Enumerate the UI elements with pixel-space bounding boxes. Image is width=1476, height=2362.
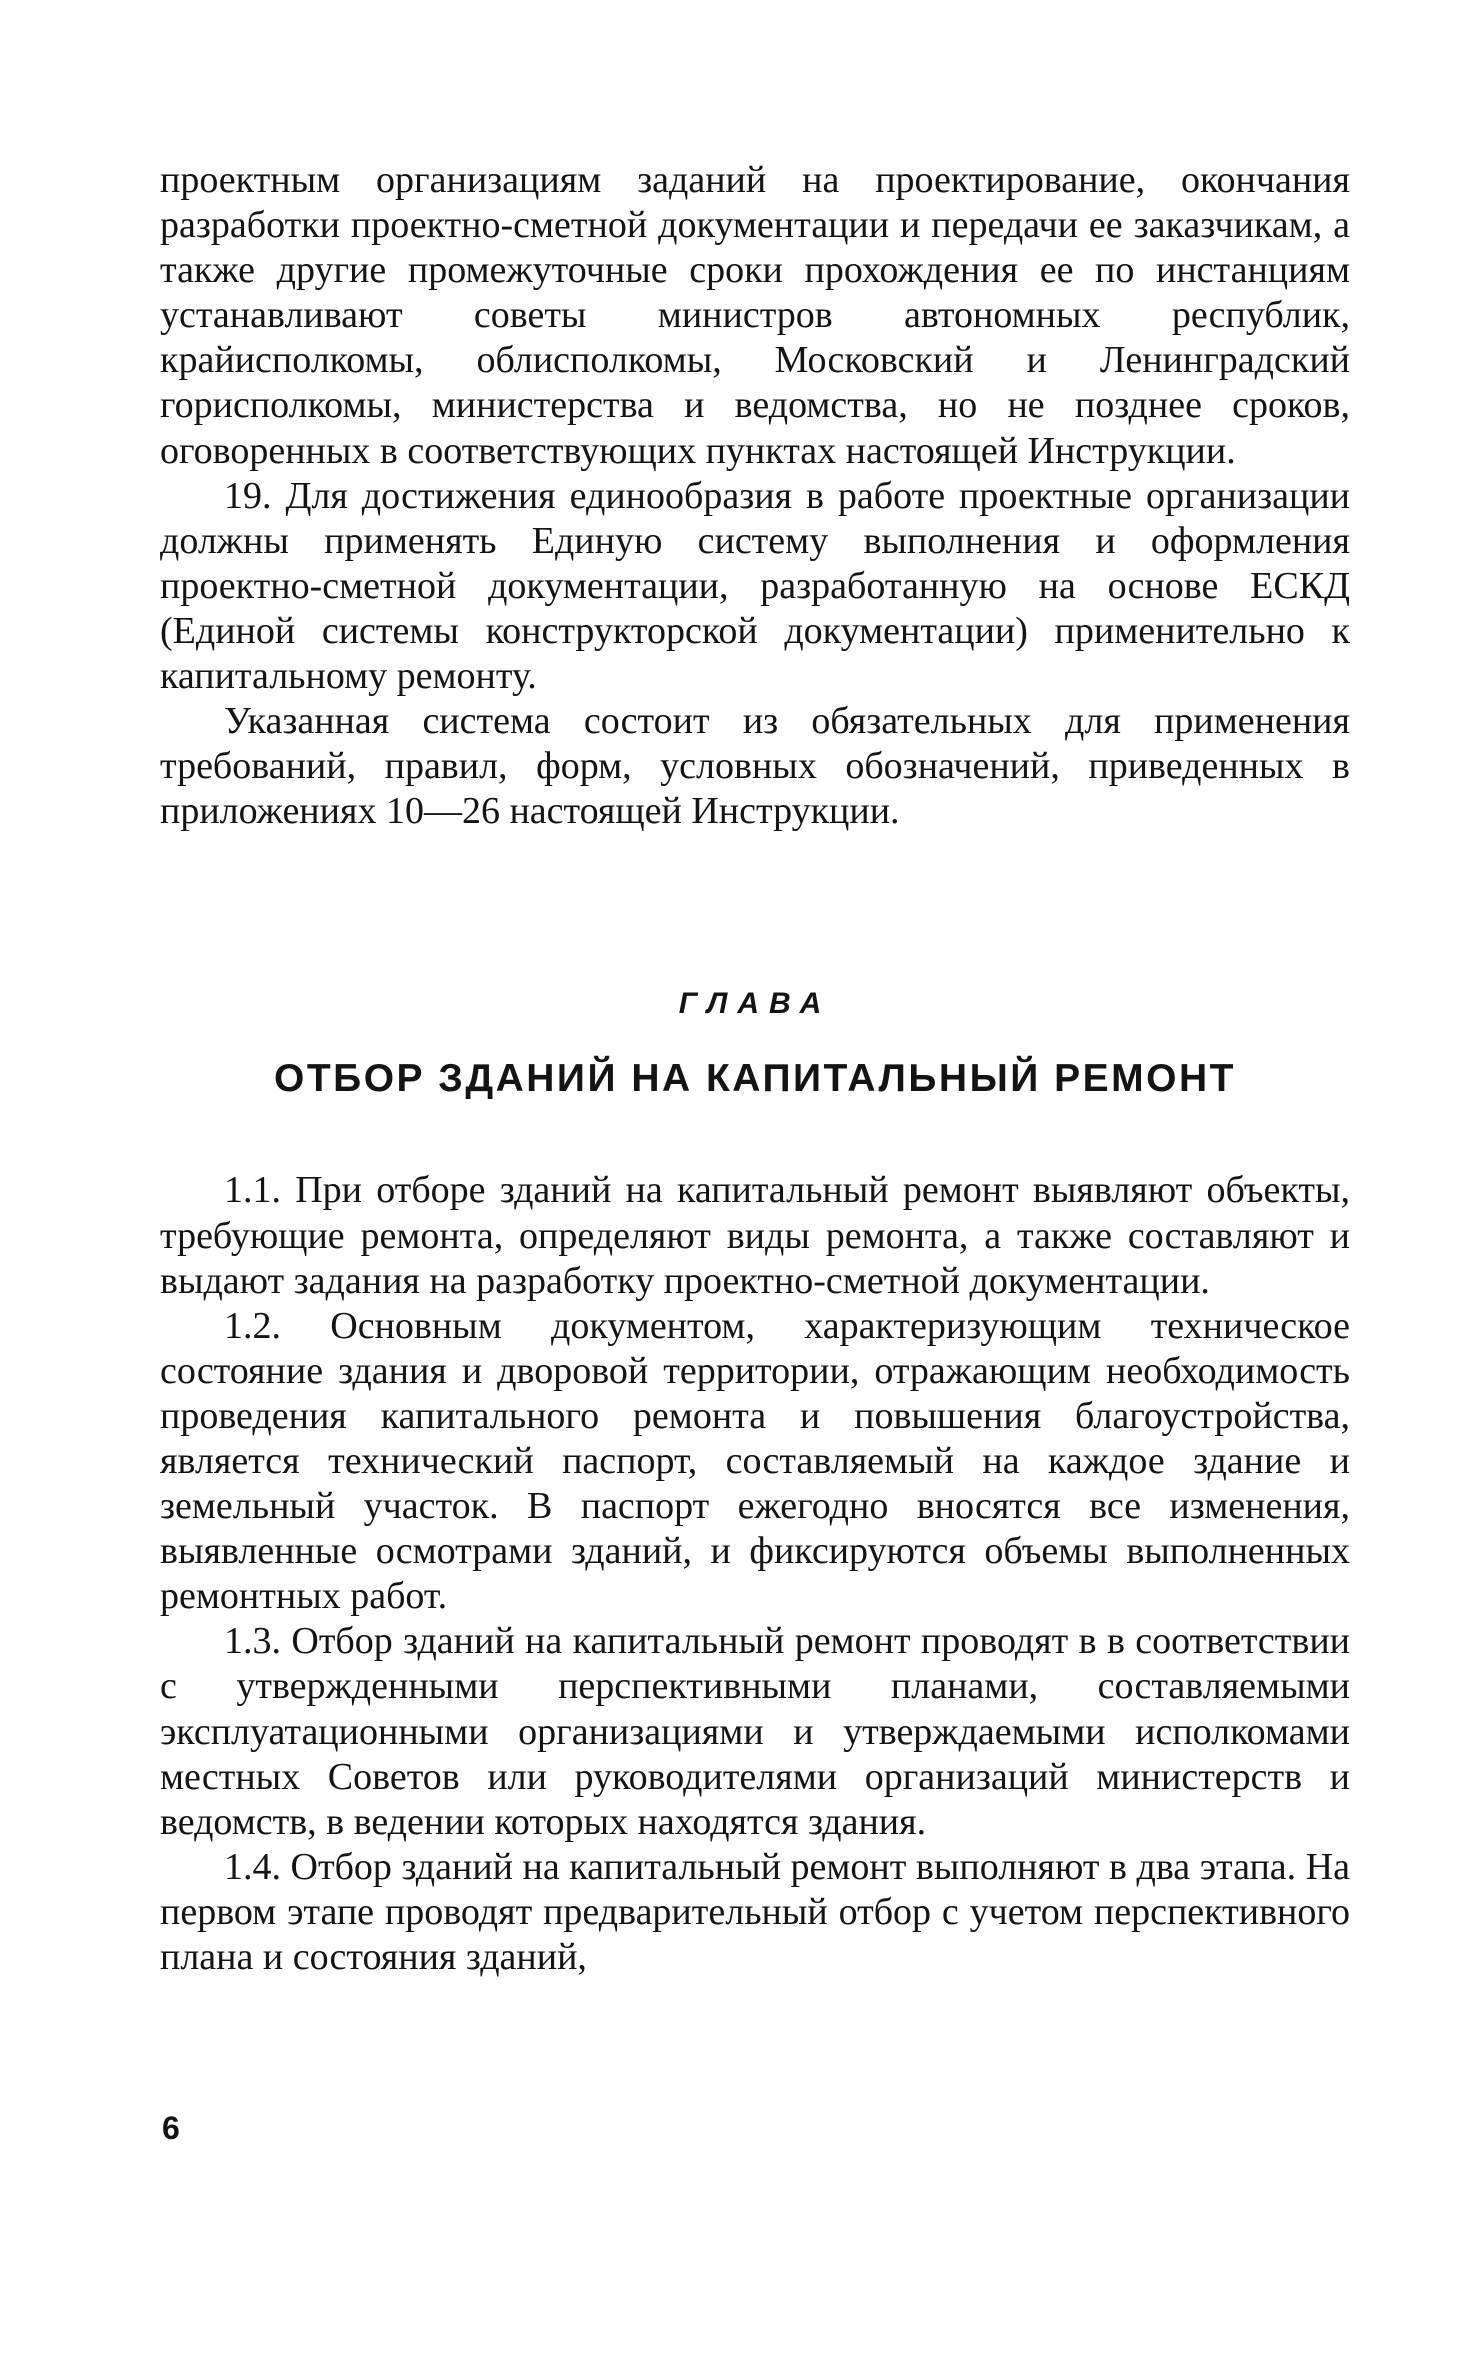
paragraph-1-4: 1.4. Отбор зданий на капитальный ремонт выполняют в два этапа. На первом этапе проводят предварительный отбор с учетом перспективного плана и состояния зданий, [160, 1845, 1350, 1978]
paragraph-top-1: проектным организациям заданий на проектирование, окончания разработки проектно-сметной документации и передачи ее заказчикам, а также другие промежуточные сроки прохождения ее по инстанциям устанавливают советы министров автономных республик, крайисполкомы, облисполкомы, Московский и Ленинградский горисполкомы, министерства и ведомства, но не позднее сроков, оговоренных в соответствующих пунктах настоящей Инструкции. [160, 159, 1350, 472]
page-number: 6 [162, 2110, 180, 2146]
paragraph-system-note: Указанная система состоит из обязательных для применения требований, правил, форм, условных обозначений, приведенных в приложениях 10—26 настоящей Инструкции. [160, 700, 1350, 833]
page-body [160, 158, 1350, 1980]
chapter-label: ГЛАВА [678, 987, 832, 1021]
paragraph-1-2: 1.2. Основным документом, характеризующим техническое состояние здания и дворовой территории, отражающим необходимость проведения капитального ремонта и повышения благоустройства, является технический паспорт, составляемый на каждое здание и земельный участок. В паспорт ежегодно вносятся все изменения, выявленные осмотрами зданий, и фиксируются объемы выполненных ремонтных работ. [160, 1304, 1350, 1618]
paragraph-1-3: 1.3. Отбор зданий на капитальный ремонт проводят в в соответствии с утвержденными перспективными планами, составляемыми эксплуатационными организациями и утверждаемыми исполкомами местных Советов или руководителями организаций министерств и ведомств, в ведении которых находятся здания. [160, 1620, 1350, 1843]
paragraph-19: 19. Для достижения единообразия в работе проектные организации должны применять Единую систему выполнения и оформления проектно-сметной документации, разработанную на основе ЕСКД (Единой системы конструкторской документации) применительно к капитальному ремонту. [160, 474, 1350, 698]
chapter-title: ОТБОР ЗДАНИЙ НА КАПИТАЛЬНЫЙ РЕМОНТ [274, 1057, 1236, 1101]
paragraph-1-1: 1.1. При отборе зданий на капитальный ремонт выявляют объекты, требующие ремонта, определяют виды ремонта, а также составляют и выдают задания на разработку проектно-сметной документации. [160, 1169, 1350, 1302]
